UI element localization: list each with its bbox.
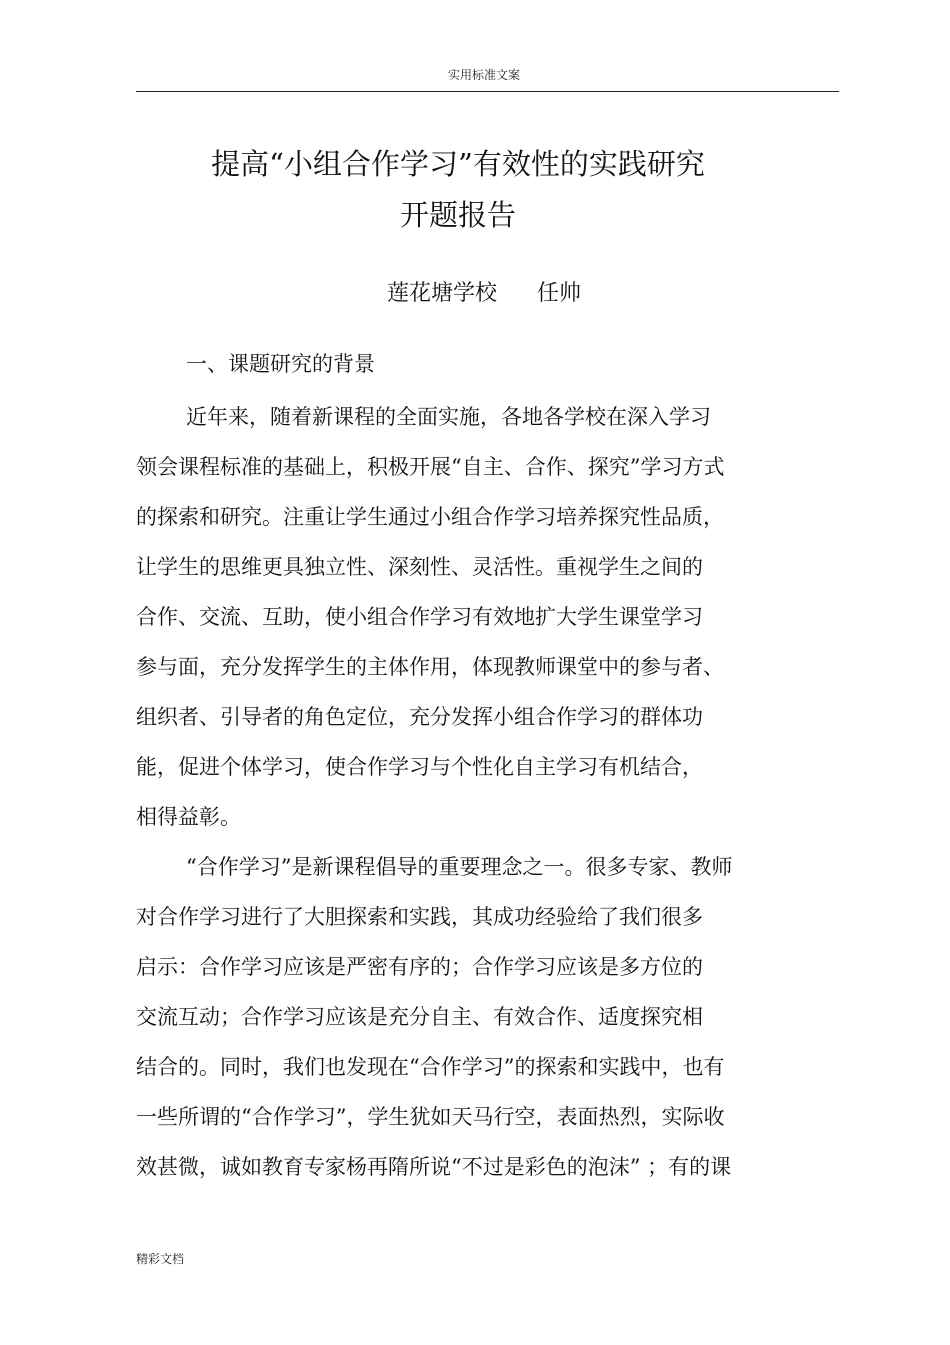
paragraph-line: 参与面，充分发挥学生的主体作用，体现教师课堂中的参与者、	[136, 655, 724, 679]
paragraph-line: 的探索和研究。注重让学生通过小组合作学习培养探究性品质，	[136, 505, 724, 529]
paragraph-line: 近年来，随着新课程的全面实施，各地各学校在深入学习	[186, 405, 711, 429]
author-line	[387, 276, 581, 307]
header-rule	[136, 91, 839, 92]
author-name: 任帅	[537, 281, 582, 306]
paragraph-line: 对合作学习进行了大胆探索和实践，其成功经验给了我们很多	[136, 905, 703, 929]
paragraph-line: 组织者、引导者的角色定位，充分发挥小组合作学习的群体功	[136, 705, 703, 729]
page-header: 实用标准文案	[447, 68, 520, 82]
paragraph-line: 领会课程标准的基础上，积极开展“自主、合作、探究”学习方式	[136, 455, 725, 479]
paragraph-line: “合作学习”是新课程倡导的重要理念之一。很多专家、教师	[186, 855, 733, 879]
section-heading: 一、课题研究的背景	[186, 352, 375, 376]
paragraph-line: 结合的。同时，我们也发现在“合作学习”的探索和实践中，也有	[136, 1055, 725, 1079]
document-title: 提高“小组合作学习”有效性的实践研究	[211, 147, 705, 181]
paragraph-line: 能，促进个体学习，使合作学习与个性化自主学习有机结合，	[136, 755, 703, 779]
page-footer: 精彩文档	[136, 1252, 185, 1266]
document-subtitle: 开题报告	[399, 198, 516, 232]
paragraph-line: 交流互动；合作学习应该是充分自主、有效合作、适度探究相	[136, 1005, 703, 1029]
paragraph-line: 启示：合作学习应该是严密有序的；合作学习应该是多方位的	[136, 955, 703, 979]
paragraph-line: 让学生的思维更具独立性、深刻性、灵活性。重视学生之间的	[136, 555, 703, 579]
paragraph-line: 一些所谓的“合作学习”，学生犹如天马行空，表面热烈，实际收	[136, 1105, 725, 1129]
author-school: 莲花塘学校	[387, 281, 498, 306]
paragraph-line: 相得益彰。	[136, 805, 241, 829]
paragraph-line: 合作、交流、互助，使小组合作学习有效地扩大学生课堂学习	[136, 605, 703, 629]
paragraph-line: 效甚微，诚如教育专家杨再隋所说“不过是彩色的泡沫” ；有的课	[136, 1155, 732, 1179]
